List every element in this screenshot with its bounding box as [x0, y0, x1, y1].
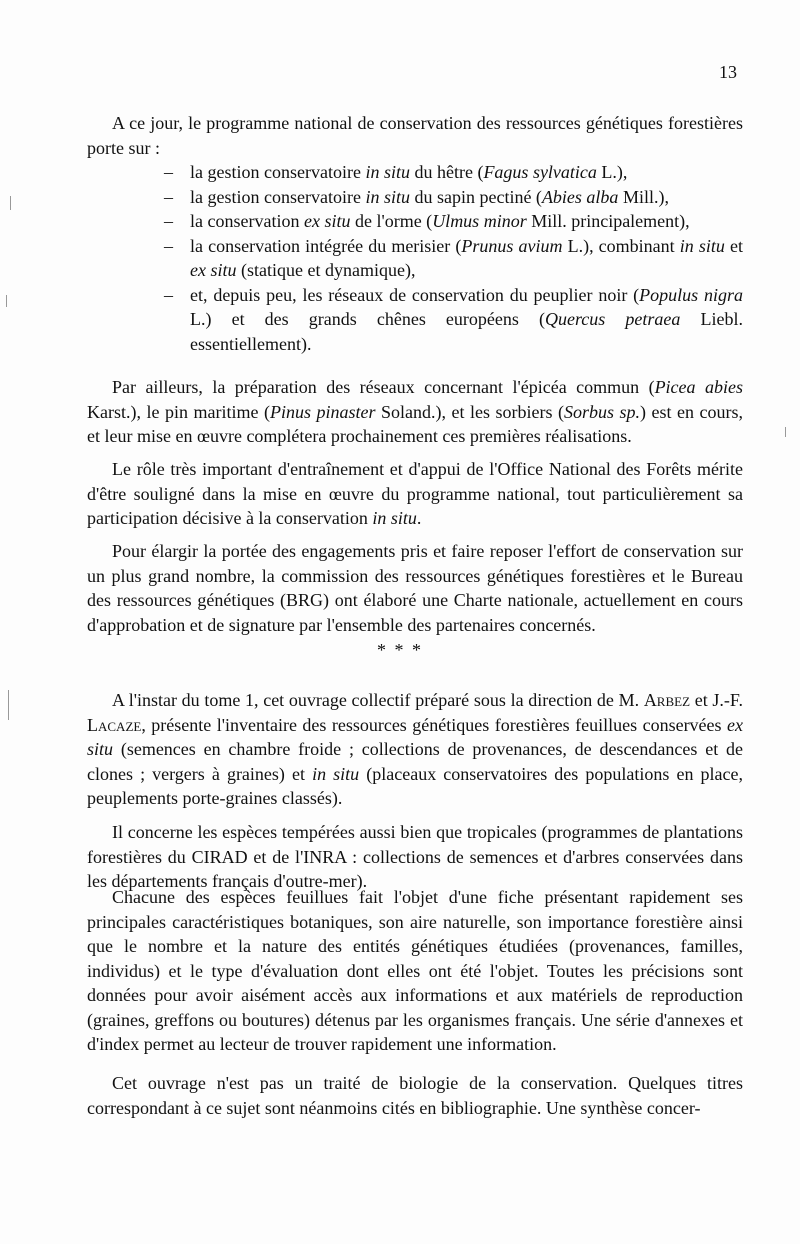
paragraph-biologie: Cet ouvrage n'est pas un traité de biologie de la conservation. Quelques titres correspondant à ce sujet sont néanmoins cités en bibliographie. Une synthèse concer- [87, 1073, 743, 1118]
paragraph-charte: Pour élargir la portée des engagements pris et faire reposer l'effort de conservation sur un plus grand nombre, la commission des ressources génétiques forestières et le Bureau des ressources génétiques (BRG) ont élaboré une Charte nationale, actuellement en cours d'approbation et de signature par l'ensemble des partenaires concernés. [87, 541, 743, 635]
list-item: – la conservation ex situ de l'orme (Ulmus minor Mill. principalement), [164, 211, 690, 231]
list-item: – la gestion conservatoire in situ du hêtre (Fagus sylvatica L.), [164, 162, 628, 182]
intro-paragraph: A ce jour, le programme national de conservation des ressources génétiques forestières porte sur : [87, 113, 743, 158]
page-number: 13 [719, 62, 737, 82]
scan-artifact [6, 295, 7, 307]
paragraph-fiches: Chacune des espèces feuillues fait l'objet d'une fiche présentant rapidement ses principales caractéristiques botaniques, son aire naturelle, son importance forestière ainsi que le nombre et la nature des entités génétiques étudiées (provenances, familles, individus) et le type d'évaluation dont elles ont été l'objet. Toutes les précisions sont données pour avoir aisément accès aux informations et aux matériels de reproduction (graines, greffons ou boutures) détenus par les organismes français. Une série d'annexes et d'index permet au lecteur de trouver rapidement une information. [87, 887, 743, 1054]
conservation-list [87, 160, 743, 356]
paragraph-especes: Il concerne les espèces tempérées aussi bien que tropicales (programmes de plantations forestières du CIRAD et de l'INRA : collections de semences et d'arbres conservées dans les départements français d'outre-mer). [87, 822, 743, 891]
paragraph-reseaux: Par ailleurs, la préparation des réseaux concernant l'épicéa commun (Picea abies Karst.), le pin maritime (Pinus pinaster Soland.), et les sorbiers (Sorbus sp.) est en cours, et leur mise en œuvre complétera prochainement ces premières réalisations. [87, 377, 743, 446]
scan-artifact [8, 690, 9, 720]
list-item: – la conservation intégrée du merisier (Prunus avium L.), combinant in situ et ex situ (statique et dynamique), [164, 235, 743, 280]
scan-artifact [785, 427, 786, 437]
paragraph-ouvrage: A l'instar du tome 1, cet ouvrage collectif préparé sous la direction de M. Arbez et J.-F. Lacaze, présente l'inventaire des ressources génétiques forestières feuillues conservées ex situ (semences en chambre froide ; collections de provenances, de descendances et de clones ; vergers à graines) et in situ (placeaux conservatoires des populations en place, peuplements porte-graines classés). [87, 690, 743, 808]
list-item: – la gestion conservatoire in situ du sapin pectiné (Abies alba Mill.), [164, 186, 669, 207]
list-item: – et, depuis peu, les réseaux de conservation du peuplier noir (Populus nigra L.) et des grands chênes européens (Quercus petraea Liebl. essentiellement). [164, 284, 743, 354]
scan-artifact [10, 196, 11, 210]
paragraph-onf: Le rôle très important d'entraînement et d'appui de l'Office National des Forêts mérite d'être souligné dans la mise en œuvre du programme national, tout particulièrement sa participation décisive à la conservation in situ. [87, 459, 743, 528]
section-separator: * * * [377, 640, 423, 660]
